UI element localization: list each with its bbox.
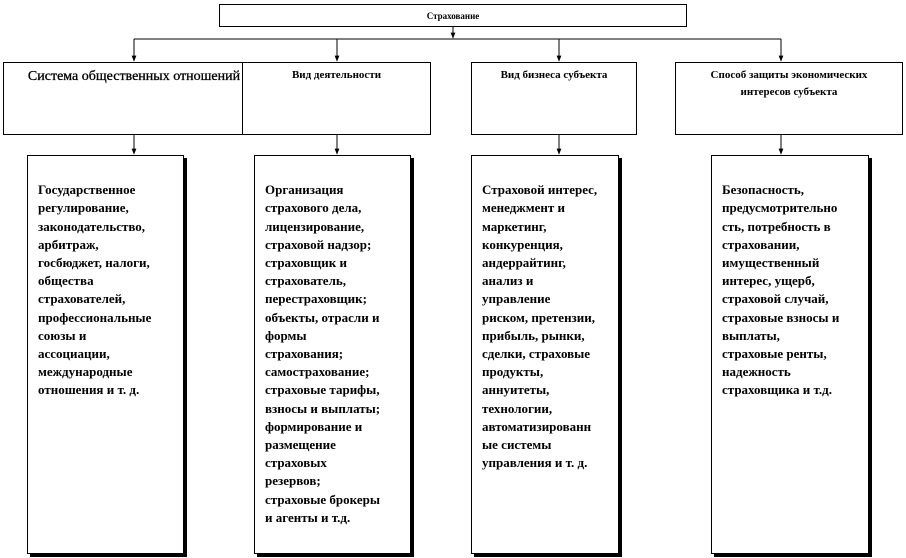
branch-4-node [675, 62, 903, 135]
branch-4-details [711, 155, 869, 554]
branch-2-title: Вид деятельности [291, 69, 382, 81]
branch-3-node [471, 62, 637, 135]
branch-3-details [471, 155, 619, 554]
branch-3-details-text: Страховой интерес, менеджмент и маркетинг, конкуренция, андеррайтинг, анализ и управление риском, претензии, прибыль, рынки, сделки, страховые продукты, аннуитеты, технологии, автоматизированн ые системы управления и т. д. [482, 182, 598, 471]
branch-1-node [3, 62, 265, 135]
branch-2-node [242, 62, 431, 135]
root-node [219, 4, 687, 27]
branch-3-title: Вид бизнеса субъекта [500, 69, 608, 81]
branch-1-details-text: Государственное регулирование, законодательство, арбитраж, госбюджет, налоги, общества страхователей, профессиональные союзы и ассоциации, международные отношения и т. д. [38, 182, 152, 398]
branch-1-title: Система общественных отношений [27, 69, 241, 84]
branch-1-details [27, 155, 184, 554]
branch-2-details-text: Организация страхового дела, лицензирование, страховой надзор; страховщик и страхователь, перестраховщик; объекты, отрасли и формы страхования; самострахование; страховые тарифы, взносы и выплаты; формирование и размещение страховых резервов; страховые брокеры и агенты и т.д. [265, 182, 381, 525]
branch-4-title: Способ защиты экономических интересов субъекта [710, 69, 868, 98]
branch-4-details-text: Безопасность, предусмотрительно сть, потребность в страховании, имущественный интерес, ущерб, страховой случай, страховые взносы и выплаты, страховые ренты, надежность страховщика и т.д. [722, 182, 840, 398]
branch-2-details [254, 155, 411, 554]
root-node-label: Страхование [426, 11, 480, 21]
